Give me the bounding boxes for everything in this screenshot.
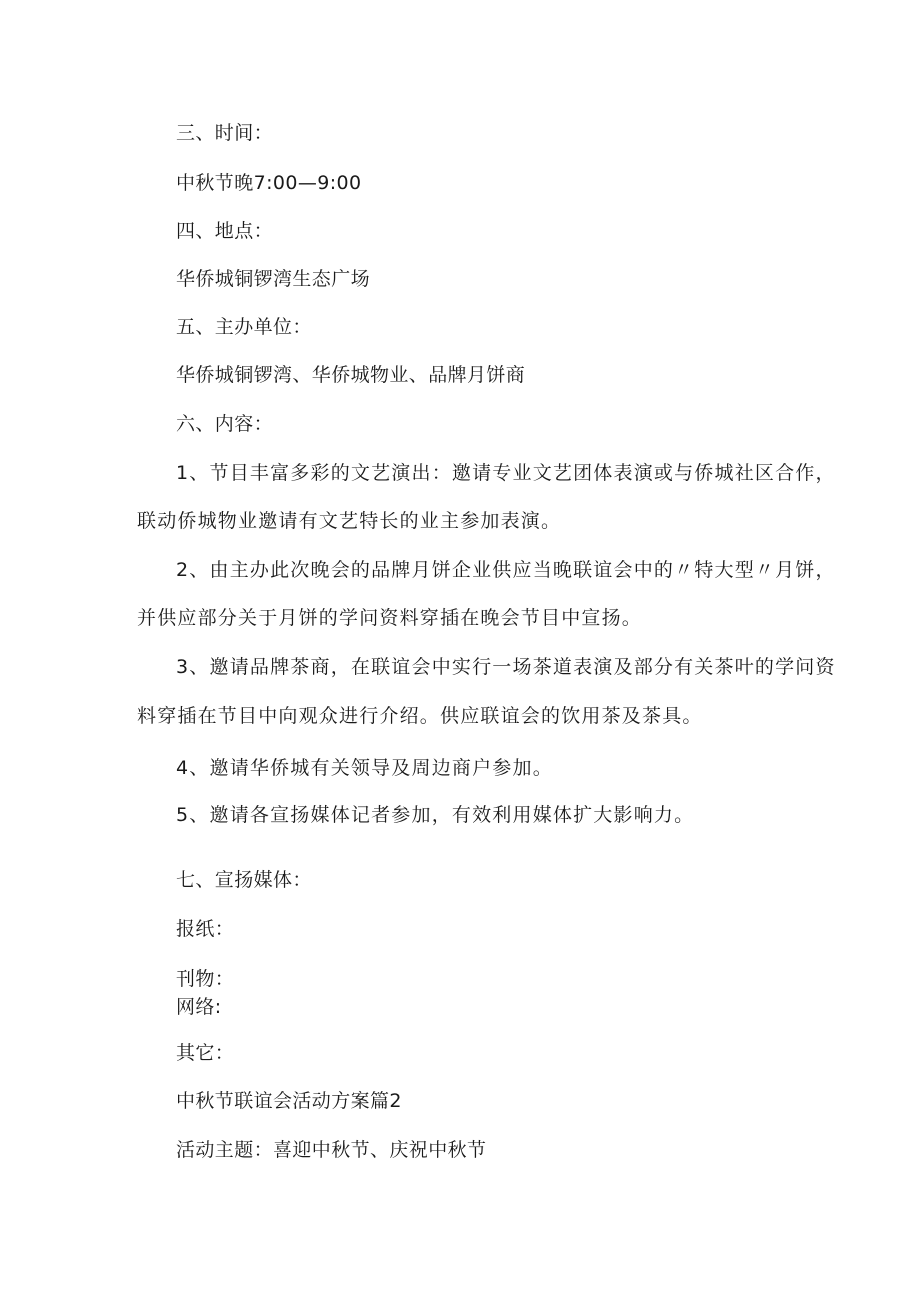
content-item-1-line-2: 联动侨城物业邀请有文艺特长的业主参加表演。: [137, 510, 562, 532]
content-item-2-line-1: 2、由主办此次晚会的品牌月饼企业供应当晚联谊会中的〃特大型〃月饼，: [176, 559, 836, 581]
media-network: 网络:: [176, 996, 222, 1018]
media-periodical: 刊物：: [176, 968, 235, 990]
content-item-5: 5、邀请各宣扬媒体记者参加，有效利用媒体扩大影响力。: [176, 804, 695, 826]
section-5-value: 华侨城铜锣湾、华侨城物业、品牌月饼商: [176, 364, 526, 386]
media-other: 其它：: [176, 1042, 235, 1064]
media-newspaper: 报纸：: [176, 918, 235, 940]
section-6-heading: 六、内容：: [176, 413, 274, 435]
plan-2-title: 中秋节联谊会活动方案篇2: [176, 1090, 402, 1112]
section-4-value: 华侨城铜锣湾生态广场: [176, 268, 371, 290]
plan-2-theme: 活动主题：喜迎中秋节、庆祝中秋节: [176, 1139, 487, 1161]
section-3-heading: 三、时间：: [176, 122, 274, 144]
section-3-value: 中秋节晚7:00—9:00: [176, 172, 362, 194]
content-item-1-line-1: 1、节目丰富多彩的文艺演出：邀请专业文艺团体表演或与侨城社区合作，: [176, 462, 836, 484]
section-4-heading: 四、地点：: [176, 220, 274, 242]
content-item-3-line-1: 3、邀请品牌茶商，在联谊会中实行一场茶道表演及部分有关茶叶的学问资: [176, 656, 836, 678]
content-item-4: 4、邀请华侨城有关领导及周边商户参加。: [176, 757, 553, 779]
section-5-heading: 五、主办单位：: [176, 316, 312, 338]
content-item-3-line-2: 料穿插在节目中向观众进行介绍。供应联谊会的饮用茶及茶具。: [137, 705, 703, 727]
section-7-heading: 七、宣扬媒体：: [176, 869, 312, 891]
content-item-2-line-2: 并供应部分关于月饼的学问资料穿插在晚会节目中宣扬。: [137, 607, 643, 629]
